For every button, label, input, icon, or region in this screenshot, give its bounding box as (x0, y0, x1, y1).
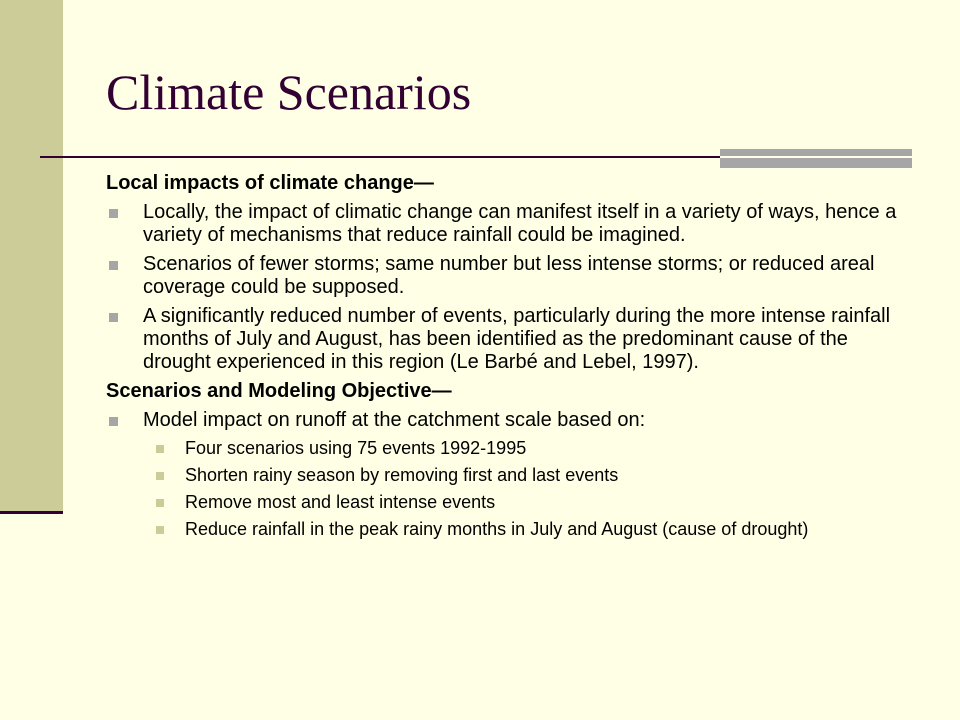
bullet-item (106, 201, 906, 247)
sub-bullet-text: Four scenarios using 75 events 1992-1995 (185, 438, 527, 458)
slide-body (106, 172, 906, 546)
sub-bullet-text: Reduce rainfall in the peak rainy months in July and August (cause of drought) (185, 519, 809, 539)
bullet-text: Model impact on runoff at the catchment scale based on: (143, 409, 646, 431)
section-heading: Scenarios and Modeling Objective— (106, 380, 452, 402)
square-bullet-icon (156, 445, 164, 453)
square-bullet-icon (109, 417, 118, 426)
left-decor-bar (0, 0, 63, 511)
square-bullet-icon (109, 313, 118, 322)
square-bullet-icon (156, 499, 164, 507)
square-bullet-icon (109, 209, 118, 218)
square-bullet-icon (156, 472, 164, 480)
bullet-text: Scenarios of fewer storms; same number but less intense storms; or reduced areal coverage could be supposed. (143, 253, 875, 298)
title-accent-bar (720, 149, 912, 168)
sub-bullet-item (106, 492, 906, 512)
square-bullet-icon (109, 261, 118, 270)
slide-title: Climate Scenarios (106, 64, 472, 120)
sub-bullet-item (106, 438, 906, 458)
left-decor-line (0, 511, 63, 514)
bullet-item (106, 253, 906, 299)
bullet-item (106, 409, 906, 432)
sub-bullet-item (106, 519, 906, 539)
sub-bullet-item (106, 465, 906, 485)
bullet-text: A significantly reduced number of events, particularly during the more intense rainfall months of July and August, has been identified as the predominant cause of the drought experienced in this region (Le Barbé and Lebel, 1997). (143, 305, 891, 373)
bullet-item (106, 305, 906, 374)
sub-bullet-text: Remove most and least intense events (185, 492, 496, 512)
square-bullet-icon (156, 526, 164, 534)
section-heading: Local impacts of climate change— (106, 172, 434, 194)
bullet-text: Locally, the impact of climatic change can manifest itself in a variety of ways, hence a variety of mechanisms that reduce rainfall could be imagined. (143, 201, 897, 246)
sub-bullet-text: Shorten rainy season by removing first and last events (185, 465, 619, 485)
